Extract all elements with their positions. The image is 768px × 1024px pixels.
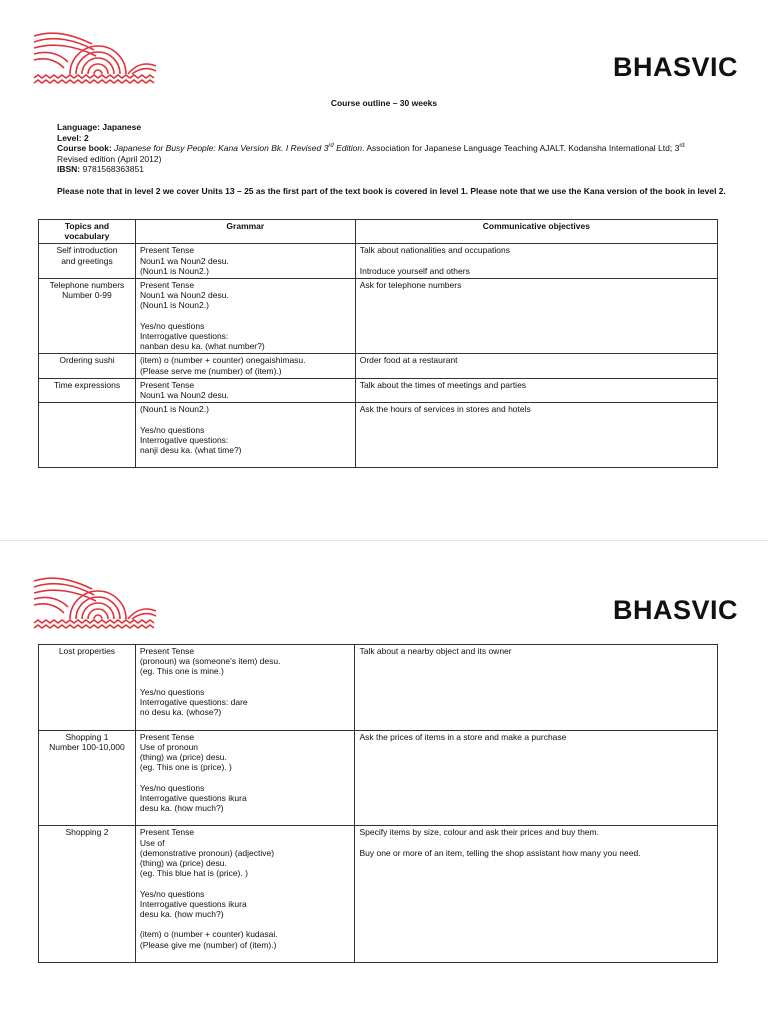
grammar-line: Present Tense <box>139 827 195 838</box>
table-row <box>39 378 718 402</box>
grammar-line: Interrogative questions: dare <box>139 697 248 707</box>
brand-name: BHASVIC <box>612 595 738 625</box>
topic-line: Number 0-99 <box>62 290 112 301</box>
topic-line: Self introduction <box>56 245 118 256</box>
grammar-line: (pronoun) wa (someone's item) desu. <box>139 656 281 667</box>
grammar-line: Noun1 wa Noun2 desu. <box>139 290 229 301</box>
objectives-line: Talk about the times of meetings and parties <box>359 379 527 390</box>
course-book-line: Course book: Japanese for Busy People: Kana Version Bk. I Revised 3rd Edition. Association for Japanese Language Teaching AJALT. Kodansha International Ltd; 3rd Revised edition (April 2012) <box>57 143 685 164</box>
topic-line: Lost properties <box>58 646 116 656</box>
topic-line: and greetings <box>61 255 113 266</box>
grammar-line: Present Tense <box>139 280 195 291</box>
table-row <box>39 244 718 279</box>
grammar-line: (item) o (number + counter) kudasai. <box>139 929 278 940</box>
objectives-line: Talk about a nearby object and its owner <box>359 646 512 656</box>
objectives-cell <box>355 378 717 402</box>
objectives-cell <box>355 645 718 731</box>
grammar-line <box>140 813 351 823</box>
level-note: Please note that in level 2 we cover Units 13 – 25 as the first part of the text book is covered in level 1. Please note that we use the Kana version of the book in level 2. <box>57 186 726 196</box>
grammar-line: Present Tense <box>139 245 195 256</box>
topic-cell <box>39 279 136 354</box>
course-meta <box>57 122 727 175</box>
objectives-line: Specify items by size, colour and ask their prices and buy them. <box>359 827 599 838</box>
grammar-cell <box>135 279 355 354</box>
grammar-line <box>140 717 351 727</box>
objectives-line <box>360 256 713 266</box>
table-header-row <box>39 220 718 244</box>
objectives-line: Ask the prices of items in a store and make a purchase <box>359 731 567 742</box>
grammar-line: (Noun1 is Noun2.) <box>139 300 209 311</box>
grammar-line <box>140 414 351 424</box>
grammar-line: (eg. This one is mine.) <box>139 666 224 677</box>
course-title: Course outline – 30 weeks <box>330 98 438 108</box>
topic-cell <box>39 403 136 468</box>
objectives-cell <box>355 279 717 354</box>
topic-line: Telephone numbers <box>49 280 125 291</box>
grammar-line: nanban desu ka. (what number?) <box>139 341 265 352</box>
objectives-line: Order food at a restaurant <box>359 355 458 366</box>
grammar-line: no desu ka. (whose?) <box>139 707 222 718</box>
grammar-cell <box>135 645 355 731</box>
objectives-cell <box>355 354 717 378</box>
objectives-line: Talk about nationalities and occupations <box>359 245 511 256</box>
isbn-line: IBSN: 9781568363851 <box>57 164 144 174</box>
grammar-line: Yes/no questions <box>139 424 205 435</box>
grammar-line: Yes/no questions <box>139 888 205 899</box>
brand-name: BHASVIC <box>612 52 738 82</box>
table-row <box>39 645 718 731</box>
objectives-line: Ask the hours of services in stores and hotels <box>359 404 531 415</box>
topic-cell <box>39 826 136 963</box>
objectives-cell <box>355 826 718 963</box>
bhasvic-logo-icon <box>32 30 158 88</box>
grammar-line: Present Tense <box>139 379 195 390</box>
objectives-cell <box>355 730 718 826</box>
grammar-cell <box>135 730 355 826</box>
objectives-line <box>359 838 713 848</box>
objectives-line: Ask for telephone numbers <box>359 280 462 291</box>
objectives-line: Introduce yourself and others <box>359 265 470 276</box>
topic-cell <box>39 244 136 279</box>
grammar-line: Yes/no questions <box>139 320 205 331</box>
grammar-line: (Noun1 is Noun2.) <box>139 404 209 415</box>
topic-line: Shopping 1 <box>65 731 109 742</box>
table-row <box>39 403 718 468</box>
grammar-line <box>140 677 351 687</box>
grammar-line: Use of pronoun <box>139 741 199 752</box>
grammar-cell <box>135 403 355 468</box>
objectives-cell <box>355 244 717 279</box>
grammar-cell <box>135 354 355 378</box>
grammar-line <box>140 878 351 888</box>
grammar-line: nanji desu ka. (what time?) <box>139 445 242 456</box>
topic-line: Number 100-10,000 <box>49 741 125 752</box>
topic-line: Time expressions <box>53 379 121 390</box>
grammar-line <box>140 919 351 929</box>
grammar-line: Yes/no questions <box>139 686 205 697</box>
table-row <box>39 826 718 963</box>
grammar-line: Interrogative questions: <box>139 331 229 342</box>
grammar-line: (Please serve me (number) of (item).) <box>139 365 282 376</box>
topic-cell <box>39 354 136 378</box>
grammar-line: Yes/no questions <box>139 782 205 793</box>
grammar-line <box>140 455 351 465</box>
grammar-line: Interrogative questions: <box>139 434 229 445</box>
grammar-line <box>140 311 351 321</box>
grammar-line: (Please give me (number) of (item).) <box>139 939 277 950</box>
grammar-line <box>140 950 351 960</box>
document-page-2 <box>0 540 768 1024</box>
header-topics: Topics and vocabulary <box>39 220 136 244</box>
grammar-line: Interrogative questions ikura <box>139 792 247 803</box>
grammar-line: desu ka. (how much?) <box>139 803 224 813</box>
table-row <box>39 279 718 354</box>
grammar-line: (item) o (number + counter) onegaishimasu. <box>139 355 306 366</box>
grammar-line: (eg. This one is (price). ) <box>139 762 232 773</box>
grammar-line: (eg. This blue hat is (price). ) <box>139 868 248 879</box>
grammar-line: Interrogative questions ikura <box>139 898 247 909</box>
header-objectives: Communicative objectives <box>355 220 717 244</box>
grammar-line <box>140 772 351 782</box>
grammar-line: (thing) wa (price) desu. <box>139 752 227 762</box>
grammar-cell <box>135 826 355 963</box>
topic-cell <box>39 378 136 402</box>
bhasvic-logo-icon <box>32 575 158 633</box>
header-grammar: Grammar <box>135 220 355 244</box>
topic-line: Ordering sushi <box>59 355 115 366</box>
grammar-line: Present Tense <box>139 646 195 656</box>
objectives-line: Buy one or more of an item, telling the shop assistant how many you need. <box>359 847 641 858</box>
grammar-line: (demonstrative pronoun) (adjective) <box>139 847 275 858</box>
table-row <box>39 354 718 378</box>
grammar-line: desu ka. (how much?) <box>139 909 224 919</box>
table-row <box>39 730 718 826</box>
topic-line: Shopping 2 <box>65 827 109 838</box>
grammar-line: Use of <box>139 837 165 848</box>
grammar-line: (Noun1 is Noun2.) <box>139 265 209 276</box>
grammar-line: (thing) wa (price) desu. <box>139 858 227 868</box>
grammar-cell <box>135 244 355 279</box>
topic-cell <box>39 730 136 826</box>
grammar-cell <box>135 378 355 402</box>
level-line: Level: 2 <box>57 132 89 143</box>
course-table-page-2 <box>38 644 718 963</box>
grammar-line: Noun1 wa Noun2 desu. <box>139 390 229 401</box>
grammar-line: Present Tense <box>139 731 195 742</box>
objectives-cell <box>355 403 717 468</box>
course-table-page-1 <box>38 219 718 468</box>
language-line: Language: Japanese <box>57 122 142 132</box>
topic-cell <box>39 645 136 731</box>
grammar-line: Noun1 wa Noun2 desu. <box>139 255 229 266</box>
